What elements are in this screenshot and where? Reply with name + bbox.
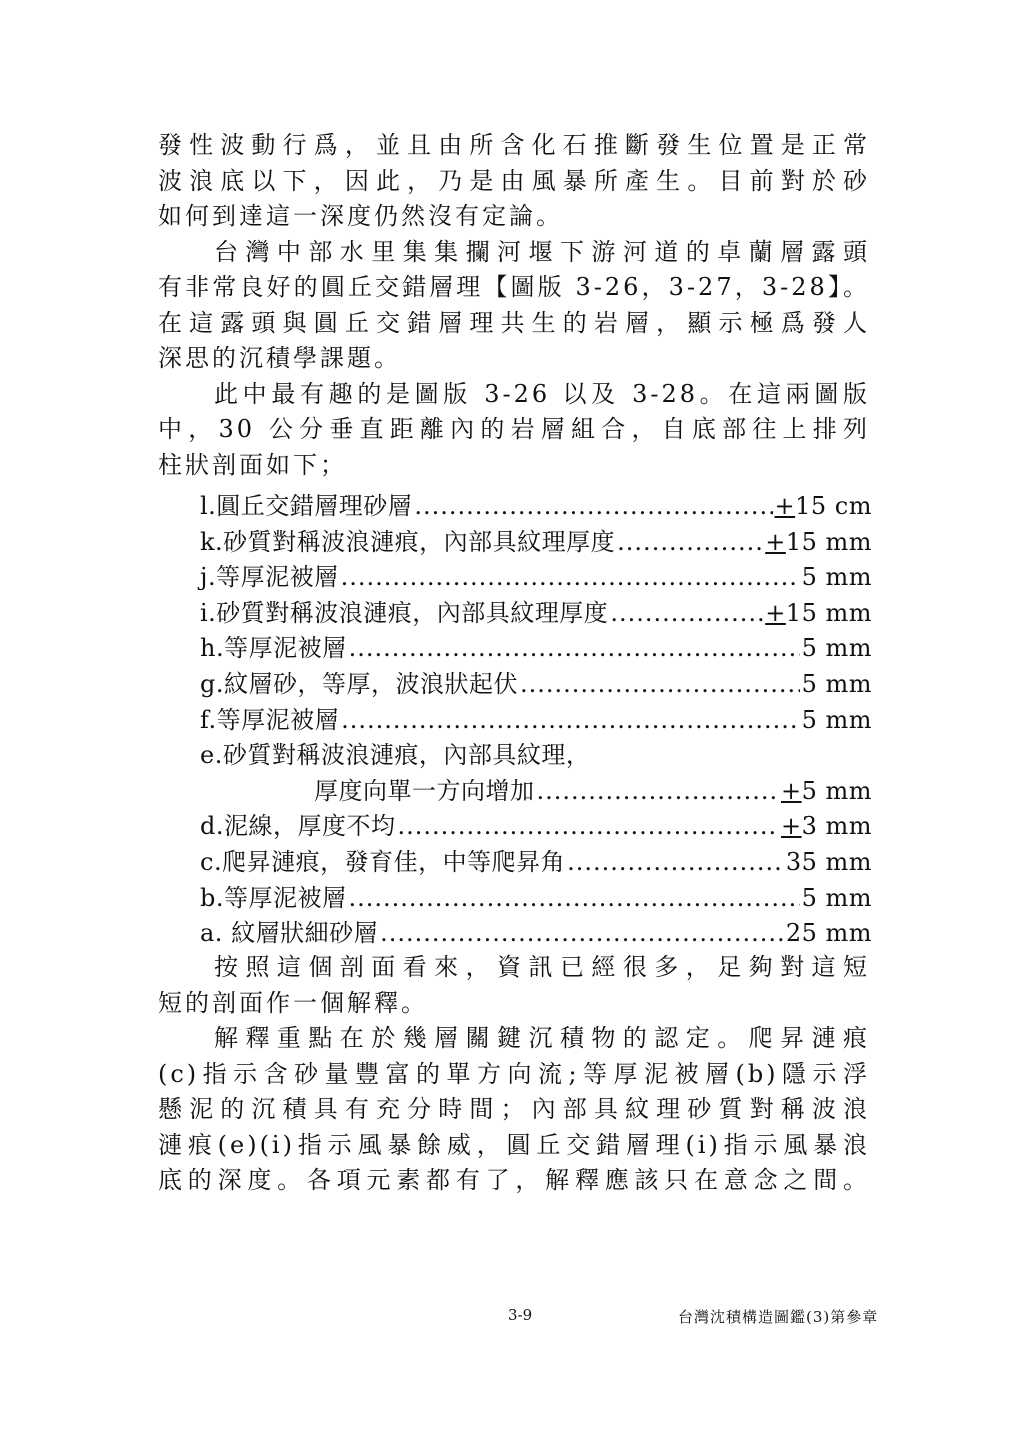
leader-dots <box>341 563 800 591</box>
layer-label: e.砂質對稱波浪漣痕，內部具紋理， <box>200 741 591 770</box>
section-list <box>200 486 872 949</box>
layer-thickness <box>802 884 872 912</box>
layer-label: d.泥線，厚度不均 <box>200 812 396 841</box>
list-item <box>200 913 872 949</box>
thickness-value: 35 mm <box>785 847 872 876</box>
thickness-value: 5 mm <box>801 776 872 805</box>
layer-label: l.圓丘交錯層理砂層 <box>200 492 413 520</box>
leader-dots <box>398 812 779 840</box>
list-item <box>200 664 872 700</box>
list-item <box>200 842 872 878</box>
leader-dots <box>349 634 800 662</box>
thickness-value: 5 mm <box>801 634 872 663</box>
plus-minus-sign: + <box>765 598 786 627</box>
layer-label: 厚度向單一方向增加 <box>314 776 535 805</box>
text-line: 底的深度。各項元素都有了，解釋應該只在意念之間。 <box>158 1166 870 1194</box>
text-line: 發性波動行爲，並且由所含化石推斷發生位置是正常 <box>158 131 870 159</box>
bottom-text-block <box>158 950 870 1199</box>
thickness-value: 25 mm <box>785 919 872 948</box>
thickness-value: 15 cm <box>795 492 872 520</box>
thickness-value: 15 mm <box>785 598 872 627</box>
list-item <box>200 735 872 771</box>
layer-thickness <box>802 670 872 698</box>
text-line: 有非常良好的圓丘交錯層理【圖版 3-26，3-27，3-28】。 <box>158 273 870 301</box>
leader-dots <box>567 848 784 876</box>
running-footer-title: 台灣沈積構造圖鑑(3)第參章 <box>678 1308 879 1326</box>
list-item <box>200 593 872 629</box>
text-line: 深思的沉積學課題。 <box>158 344 401 372</box>
plus-minus-sign: + <box>780 776 802 805</box>
text-line: 在這露頭與圓丘交錯層理共生的岩層，顯示極爲發人 <box>158 308 870 337</box>
layer-label: g.紋層砂，等厚，波浪狀起伏 <box>200 669 518 698</box>
layer-thickness <box>781 812 872 840</box>
leader-dots <box>617 528 763 556</box>
paragraph <box>158 128 870 235</box>
layer-label: b.等厚泥被層 <box>200 883 347 912</box>
list-item <box>200 557 872 593</box>
leader-dots <box>610 599 763 627</box>
list-item <box>200 700 872 736</box>
layer-label: k.砂質對稱波浪漣痕，內部具紋理厚度 <box>200 527 616 556</box>
layer-thickness <box>781 777 872 805</box>
text-line: 解釋重點在於幾層關鍵沉積物的認定。爬昇漣痕 <box>214 1024 870 1052</box>
list-item <box>200 628 872 664</box>
thickness-value: 5 mm <box>801 563 872 592</box>
page-number: 3-9 <box>508 1306 533 1324</box>
leader-dots <box>537 777 779 805</box>
thickness-value: 15 mm <box>785 527 872 556</box>
text-line: 波浪底以下，因此，乃是由風暴所產生。目前對於砂 <box>158 166 870 195</box>
paragraph <box>158 235 870 377</box>
text-line: 柱狀剖面如下； <box>158 450 347 479</box>
text-line: 台灣中部水里集集攔河堰下游河道的卓蘭層露頭 <box>214 237 870 266</box>
layer-thickness <box>786 919 872 947</box>
layer-label: h.等厚泥被層 <box>200 634 347 663</box>
layer-thickness <box>802 563 872 591</box>
text-line: (c)指示含砂量豐富的單方向流;等厚泥被層(b)隱示浮 <box>158 1059 870 1088</box>
list-item <box>200 486 872 522</box>
leader-dots <box>349 884 800 912</box>
layer-thickness <box>786 848 872 876</box>
list-item <box>200 878 872 914</box>
text-line: 如何到達這一深度仍然沒有定論。 <box>158 202 563 230</box>
leader-dots <box>380 919 784 947</box>
layer-thickness <box>775 492 872 520</box>
thickness-value: 5 mm <box>801 705 872 734</box>
top-text-block <box>158 128 870 483</box>
list-item <box>200 522 872 558</box>
layer-label: i.砂質對稱波浪漣痕，內部具紋理厚度 <box>200 598 609 627</box>
layer-thickness <box>765 528 872 556</box>
plus-minus-sign: + <box>765 527 786 556</box>
paragraph <box>158 377 870 484</box>
plus-minus-sign: + <box>774 492 796 520</box>
text-line: 此中最有趣的是圖版 3-26 以及 3-28。在這兩圖版 <box>214 379 870 408</box>
layer-thickness <box>802 706 872 734</box>
layer-thickness <box>802 634 872 662</box>
leader-dots <box>520 670 800 698</box>
text-line: 中，30 公分垂直距離內的岩層組合，自底部往上排列 <box>158 415 870 443</box>
layer-thickness <box>765 599 872 627</box>
layer-label: j.等厚泥被層 <box>200 563 339 592</box>
list-item <box>200 806 872 842</box>
text-line: 懸泥的沉積具有充分時間；內部具紋理砂質對稱波浪 <box>158 1095 870 1123</box>
layer-label: a. 紋層狀細砂層 <box>200 919 379 948</box>
text-line: 漣痕(e)(i)指示風暴餘威，圓丘交錯層理(i)指示風暴浪 <box>158 1130 870 1159</box>
thickness-value: 5 mm <box>801 883 872 912</box>
text-line: 短的剖面作一個解釋。 <box>158 988 428 1017</box>
layer-label: f.等厚泥被層 <box>200 705 340 734</box>
leader-dots <box>341 706 799 734</box>
thickness-value: 3 mm <box>801 812 872 841</box>
thickness-value: 5 mm <box>801 669 872 698</box>
layer-label: c.爬昇漣痕，發育佳，中等爬昇角 <box>200 847 566 876</box>
paragraph <box>158 950 870 1021</box>
text-line: 按照這個剖面看來，資訊已經很多，足夠對這短 <box>214 953 870 981</box>
paragraph <box>158 1021 870 1199</box>
leader-dots <box>414 492 772 520</box>
list-item-continuation <box>200 771 872 807</box>
plus-minus-sign: + <box>780 812 802 841</box>
